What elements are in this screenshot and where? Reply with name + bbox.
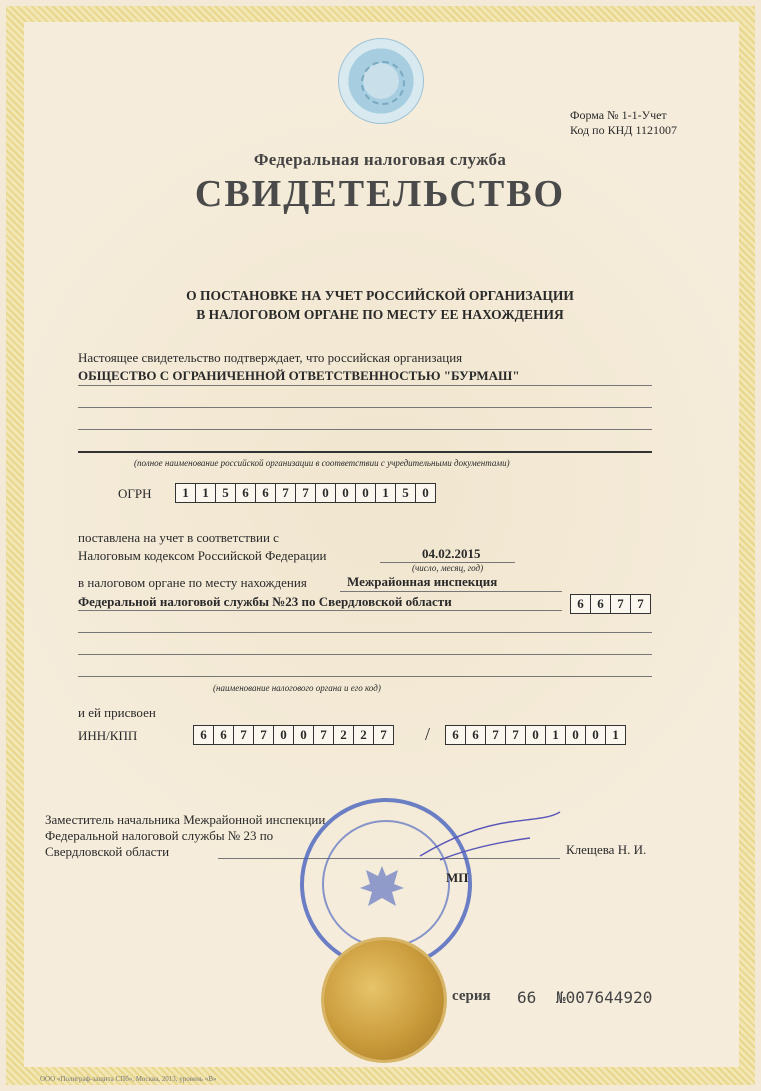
- ogrn-digit: 0: [422, 485, 429, 500]
- date-hint: (число, месяц, год): [412, 563, 484, 573]
- kpp-digit: 0: [566, 726, 586, 744]
- authority-name-2: Федеральной налоговой службы №23 по Свердловской области: [78, 594, 452, 609]
- inn-digit: 2: [354, 726, 374, 744]
- ogrn-digit: 6: [236, 484, 256, 502]
- gold-seal-icon: [324, 940, 444, 1060]
- ogrn-digit: 0: [316, 484, 336, 502]
- authority-name-1: Межрайонная инспекция: [347, 574, 498, 589]
- registered-line-3: в налоговом органе по месту нахождения: [78, 575, 307, 590]
- serial-number: №007644920: [556, 988, 653, 1007]
- ogrn-digit: 7: [296, 484, 316, 502]
- subtitle-line-2: В НАЛОГОВОМ ОРГАНЕ ПО МЕСТУ ЕЕ НАХОЖДЕНИЯ: [196, 307, 564, 322]
- org-line-2: [78, 407, 652, 408]
- ogrn-digit: 5: [396, 484, 416, 502]
- kpp-digit: 1: [612, 727, 619, 742]
- kpp-digit: 6: [446, 726, 466, 744]
- eagle-emblem-icon: [352, 858, 412, 918]
- assigned-line: и ей присвоен: [78, 705, 156, 720]
- org-line-3: [78, 429, 652, 430]
- form-knd-code: Код по КНД 1121007: [570, 123, 677, 137]
- organization-name: ОБЩЕСТВО С ОГРАНИЧЕННОЙ ОТВЕТСТВЕННОСТЬЮ "БУРМАШ": [78, 368, 520, 383]
- kpp-digit: 1: [546, 726, 566, 744]
- ogrn-digit: 7: [276, 484, 296, 502]
- authority-line-2: [78, 610, 562, 611]
- signatory-name: Клещева Н. И.: [566, 842, 647, 857]
- inn-digit: 7: [314, 726, 334, 744]
- kpp-digit: 6: [466, 726, 486, 744]
- kpp-digit: 7: [506, 726, 526, 744]
- mp-mark: МП: [446, 870, 469, 885]
- inn-boxes: [193, 725, 394, 745]
- inn-digit: 6: [194, 726, 214, 744]
- registered-line-1: поставлена на учет в соответствии с: [78, 530, 279, 545]
- form-number: Форма № 1-1-Учет: [570, 108, 667, 122]
- authority-code-digit: 6: [571, 595, 591, 613]
- ogrn-boxes: [175, 483, 436, 503]
- authority-code-digit: 7: [637, 596, 644, 611]
- signatory-position-3: Свердловской области: [45, 844, 170, 859]
- intro-text: Настоящее свидетельство подтверждает, что российская организация: [78, 350, 463, 365]
- hologram-emblem-icon: [338, 38, 424, 124]
- serial-label: серия: [452, 988, 491, 1004]
- kpp-boxes: [445, 725, 626, 745]
- subtitle-line-1: О ПОСТАНОВКЕ НА УЧЕТ РОССИЙСКОЙ ОРГАНИЗАЦИИ: [186, 288, 574, 303]
- org-name-hint: (полное наименование российской организации в соответствии с учредительными документами): [134, 458, 510, 468]
- inn-digit: 7: [380, 727, 387, 742]
- signatory-position-1: Заместитель начальника Межрайонной инспекции: [45, 812, 326, 827]
- ogrn-digit: 1: [196, 484, 216, 502]
- ogrn-digit: 0: [356, 484, 376, 502]
- signatory-position-2: Федеральной налоговой службы № 23 по: [45, 828, 274, 843]
- inn-digit: 6: [214, 726, 234, 744]
- ogrn-digit: 6: [256, 484, 276, 502]
- authority-code-digit: 7: [611, 595, 631, 613]
- kpp-digit: 7: [486, 726, 506, 744]
- org-line-1: [78, 385, 652, 386]
- serial-series: 66: [517, 988, 537, 1007]
- inn-digit: 7: [254, 726, 274, 744]
- inn-kpp-separator: /: [425, 724, 431, 744]
- authority-line-1: [340, 591, 562, 592]
- printer-footer: ООО «Полиграф-защита СПб», Москва, 2013, уровень «В»: [40, 1075, 217, 1083]
- inn-digit: 2: [334, 726, 354, 744]
- authority-code-digit: 6: [591, 595, 611, 613]
- signature: [410, 808, 570, 868]
- authority-line-5: [78, 676, 652, 677]
- kpp-digit: 0: [586, 726, 606, 744]
- authority-line-3: [78, 632, 652, 633]
- inn-digit: 0: [274, 726, 294, 744]
- ogrn-digit: 0: [336, 484, 356, 502]
- authority-line-4: [78, 654, 652, 655]
- document-title: СВИДЕТЕЛЬСТВО: [194, 173, 566, 215]
- inn-kpp-label: ИНН/КПП: [78, 728, 138, 743]
- ogrn-digit: 1: [176, 484, 196, 502]
- kpp-digit: 0: [526, 726, 546, 744]
- ogrn-label: ОГРН: [118, 486, 152, 501]
- ogrn-digit: 5: [216, 484, 236, 502]
- inn-digit: 0: [294, 726, 314, 744]
- org-line-4: [78, 451, 652, 453]
- authority-hint: (наименование налогового органа и его код): [213, 683, 381, 693]
- registration-date: 04.02.2015: [422, 546, 481, 561]
- inn-digit: 7: [234, 726, 254, 744]
- registered-line-2: Налоговым кодексом Российской Федерации: [78, 548, 327, 563]
- ogrn-digit: 1: [376, 484, 396, 502]
- agency-name: Федеральная налоговая служба: [253, 150, 507, 169]
- authority-code-boxes: [570, 594, 651, 614]
